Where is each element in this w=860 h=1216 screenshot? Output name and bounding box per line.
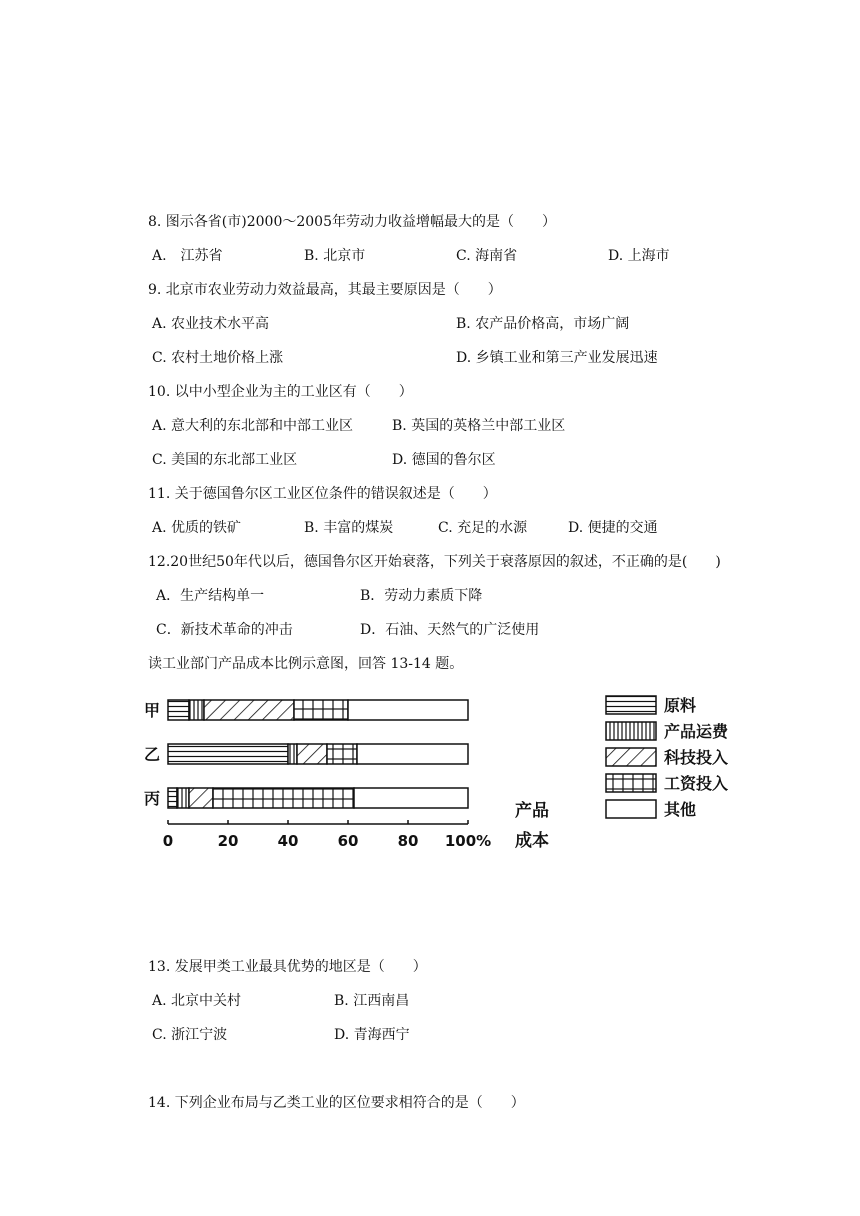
legend-swatch <box>606 748 656 766</box>
bar-segment <box>354 788 468 808</box>
q12-stem: 12.20世纪50年代以后，德国鲁尔区开始衰落，下列关于衰落原因的叙述，不正确的是( ) <box>148 554 721 570</box>
bar-segment <box>189 788 213 808</box>
x-tick-label: 80 <box>397 832 419 850</box>
legend-swatch <box>606 696 656 714</box>
category-label: 乙 <box>143 745 161 764</box>
bar-segment <box>168 700 189 720</box>
x-axis-label-line1: 产品 <box>515 801 549 821</box>
q10-option-c: C. 美国的东北部工业区 <box>152 452 298 468</box>
x-tick-label: 20 <box>217 832 239 850</box>
q13-option-b: B. 江西南昌 <box>334 993 410 1009</box>
legend-label: 科技投入 <box>664 748 729 767</box>
legend-label: 产品运费 <box>664 722 729 741</box>
q9-option-b: B. 农产品价格高，市场广阔 <box>456 316 630 332</box>
q11-option-a: A. 优质的铁矿 <box>152 520 242 536</box>
bar-segment <box>168 788 177 808</box>
x-tick-label: 60 <box>337 832 359 850</box>
bar-segment <box>213 788 354 808</box>
legend-label: 其他 <box>664 800 697 819</box>
legend-swatch <box>606 774 656 792</box>
q8-option-b: B. 北京市 <box>304 248 366 264</box>
x-tick-label: 100% <box>444 832 492 850</box>
q11-stem: 11. 关于德国鲁尔区工业区位条件的错误叙述是（ ） <box>148 486 497 502</box>
q12-option-b: B．劳动力素质下降 <box>360 588 483 604</box>
bar-segment <box>204 700 294 720</box>
legend-label: 工资投入 <box>664 774 729 793</box>
bar-segment <box>348 700 468 720</box>
q11-option-d: D. 便捷的交通 <box>568 520 658 536</box>
q10-option-b: B. 英国的英格兰中部工业区 <box>392 418 566 434</box>
q12-option-c: C．新技术革命的冲击 <box>156 622 293 638</box>
legend-swatch <box>606 800 656 818</box>
q9-stem: 9. 北京市农业劳动力效益最高，其最主要原因是（ ） <box>148 282 502 298</box>
q13-stem: 13. 发展甲类工业最具优势的地区是（ ） <box>148 959 427 975</box>
chart-intro: 读工业部门产品成本比例示意图，回答 13-14 题。 <box>148 656 464 672</box>
legend-label: 原料 <box>664 696 697 715</box>
q11-option-b: B. 丰富的煤炭 <box>304 520 394 536</box>
q10-option-d: D. 德国的鲁尔区 <box>392 452 496 468</box>
x-tick-label: 0 <box>162 832 174 850</box>
q13-option-c: C. 浙江宁波 <box>152 1027 228 1043</box>
q10-option-a: A. 意大利的东北部和中部工业区 <box>152 418 354 434</box>
q8-stem: 8. 图示各省(市)2000～2005年劳动力收益增幅最大的是（ ） <box>148 214 556 230</box>
q9-option-a: A. 农业技术水平高 <box>152 316 270 332</box>
q13-option-a: A. 北京中关村 <box>152 993 242 1009</box>
category-label: 丙 <box>143 789 161 808</box>
q11-option-c: C. 充足的水源 <box>438 520 528 536</box>
x-tick-label: 40 <box>277 832 299 850</box>
q9-option-d: D. 乡镇工业和第三产业发展迅速 <box>456 350 658 366</box>
q14-stem: 14. 下列企业布局与乙类工业的区位要求相符合的是（ ） <box>148 1095 525 1111</box>
q8-option-d: D. 上海市 <box>608 248 670 264</box>
bar-segment <box>294 700 348 720</box>
q8-option-c: C. 海南省 <box>456 248 518 264</box>
q13-option-d: D. 青海西宁 <box>334 1027 410 1043</box>
x-axis-label-line2: 成本 <box>515 831 549 851</box>
q10-stem: 10. 以中小型企业为主的工业区有（ ） <box>148 384 413 400</box>
bar-segment <box>327 744 357 764</box>
bar-segment <box>168 744 288 764</box>
bar-segment <box>189 700 204 720</box>
cost-ratio-chart <box>128 684 768 860</box>
bar-segment <box>297 744 327 764</box>
q12-option-a: A．生产结构单一 <box>156 588 265 604</box>
legend-swatch <box>606 722 656 740</box>
bar-segment <box>288 744 297 764</box>
q12-option-d: D．石油、天然气的广泛使用 <box>360 622 540 638</box>
q9-option-c: C. 农村土地价格上涨 <box>152 350 284 366</box>
q8-option-a: A. 江苏省 <box>152 248 223 264</box>
bar-segment <box>357 744 468 764</box>
bar-segment <box>177 788 189 808</box>
category-label: 甲 <box>143 701 161 720</box>
